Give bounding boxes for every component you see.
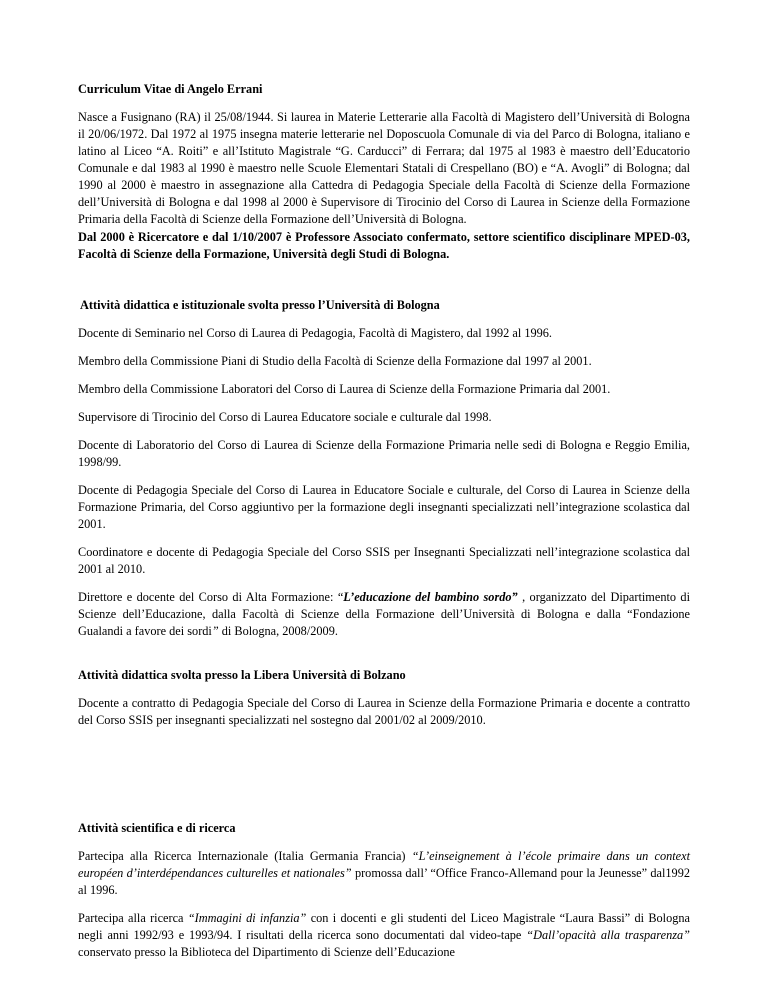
list-item: Docente di Laboratorio del Corso di Laurea di Scienze della Formazione Primaria nelle sedi di Bologna e Reggio Emilia, 1998/99. (78, 438, 690, 469)
text-run: con i docenti e gli studenti del Liceo Magistrale “Laura Bassi” di Bologna negli anni 1992/93 e 1993/94. I risultati della ricerca sono documentati dal video-tape (78, 911, 690, 942)
list-item: Membro della Commissione Laboratori del Corso di Laurea di Scienze della Formazione Primaria dal 2001. (78, 382, 611, 396)
list-item-alta-formazione (78, 589, 690, 640)
section-heading-bologna: Attività didattica e istituzionale svolta presso l’Università di Bologna (80, 298, 440, 312)
text-run: di Bologna, 2008/2009. (218, 624, 338, 638)
text-run: conservato presso la Biblioteca del Dipartimento di Scienze dell’Educazione (78, 945, 455, 959)
research-paragraph-2 (78, 910, 690, 961)
section-heading-bolzano: Attività didattica svolta presso la Libera Università di Bolzano (78, 668, 406, 682)
bio-paragraph: Nasce a Fusignano (RA) il 25/08/1944. Si laurea in Materie Letterarie alla Facoltà di Magistero dell’Università di Bologna il 20/06/1972. Dal 1972 al 1975 insegna materie letterarie nel Doposcuola Comunale di via del Parco di Bologna, italiano e latino al Liceo “A. Roiti” e all’Istituto Magistrale “G. Carducci” di Ferrara; dal 1975 al 1983 è maestro dell’Educatorio Comunale e dal 1983 al 1990 è maestro nelle Scuole Elementari Statali di Crespellano (BO) e “A. Avogli” di Bologna; dal 1990 al 2000 è maestro in assegnazione alla Cattedra di Pedagogia Speciale della Facoltà di Scienze della Formazione dell’Università di Bologna e dal 1998 al 2000 è Supervisore di Tirocinio del Corso di Laurea in Scienze della Formazione Primaria della Facoltà di Scienze della Formazione dell’Università di Bologna. (78, 110, 690, 226)
research-paragraph-1 (78, 848, 690, 899)
position-paragraph: Dal 2000 è Ricercatore e dal 1/10/2007 è Professore Associato confermato, settore scientifico disciplinare MPED-03, Facoltà di Scienze della Formazione, Università degli Studi di Bologna. (78, 230, 690, 261)
course-title: L’educazione del bambino sordo” (343, 590, 518, 604)
list-item: Coordinatore e docente di Pedagogia Speciale del Corso SSIS per Insegnanti Specializzati nell’integrazione scolastica dal 2001 al 2010. (78, 545, 690, 576)
text-run: Direttore e docente del Corso di Alta Formazione: “ (78, 590, 344, 604)
text-run: , organizzato del Dipartimento di Scienze dell’Educazione, dalla Facoltà di Scienze della Formazione dell’Università di Bologna e dalla “Fondazione Gualandi a favore dei sordi (78, 590, 691, 638)
text-run: promossa dall’ “Office Franco-Allemand pour la Jeunesse” dal1992 al 1996. (78, 866, 690, 897)
list-item: Membro della Commissione Piani di Studio della Facoltà di Scienze della Formazione dal 1997 al 2001. (78, 354, 592, 368)
text-run: Partecipa alla Ricerca Internazionale (Italia Germania Francia) (78, 849, 412, 863)
section-heading-research: Attività scientifica e di ricerca (78, 821, 236, 835)
list-item: Docente di Seminario nel Corso di Laurea di Pedagogia, Facoltà di Magistero, dal 1992 al 1996. (78, 326, 553, 340)
bolzano-paragraph: Docente a contratto di Pedagogia Speciale del Corso di Laurea in Scienze della Formazione Primaria e docente a contratto del Corso SSIS per insegnanti specializzati nel sostegno dal 2001/02 al 2009/2010. (78, 696, 690, 727)
document-title: Curriculum Vitae di Angelo Errani (78, 82, 263, 96)
list-item: Supervisore di Tirocinio del Corso di Laurea Educatore sociale e culturale dal 1998. (78, 410, 492, 424)
research-title: “Immagini di infanzia” (187, 911, 307, 925)
video-title: “Dall’opacità alla trasparenza” (526, 928, 690, 942)
text-run: Partecipa alla ricerca (78, 911, 188, 925)
text-run: ” (211, 624, 219, 638)
list-item: Docente di Pedagogia Speciale del Corso di Laurea in Educatore Sociale e culturale, del Corso di Laurea in Scienze della Formazione Primaria, del Corso aggiuntivo per la formazione degli insegnanti specializzati nell’integrazione scolastica dal 2001. (78, 483, 690, 531)
research-title: “L’einseignement à l’école primaire dans un context européen d’interdépendances culturelles et nationales” (78, 849, 690, 880)
